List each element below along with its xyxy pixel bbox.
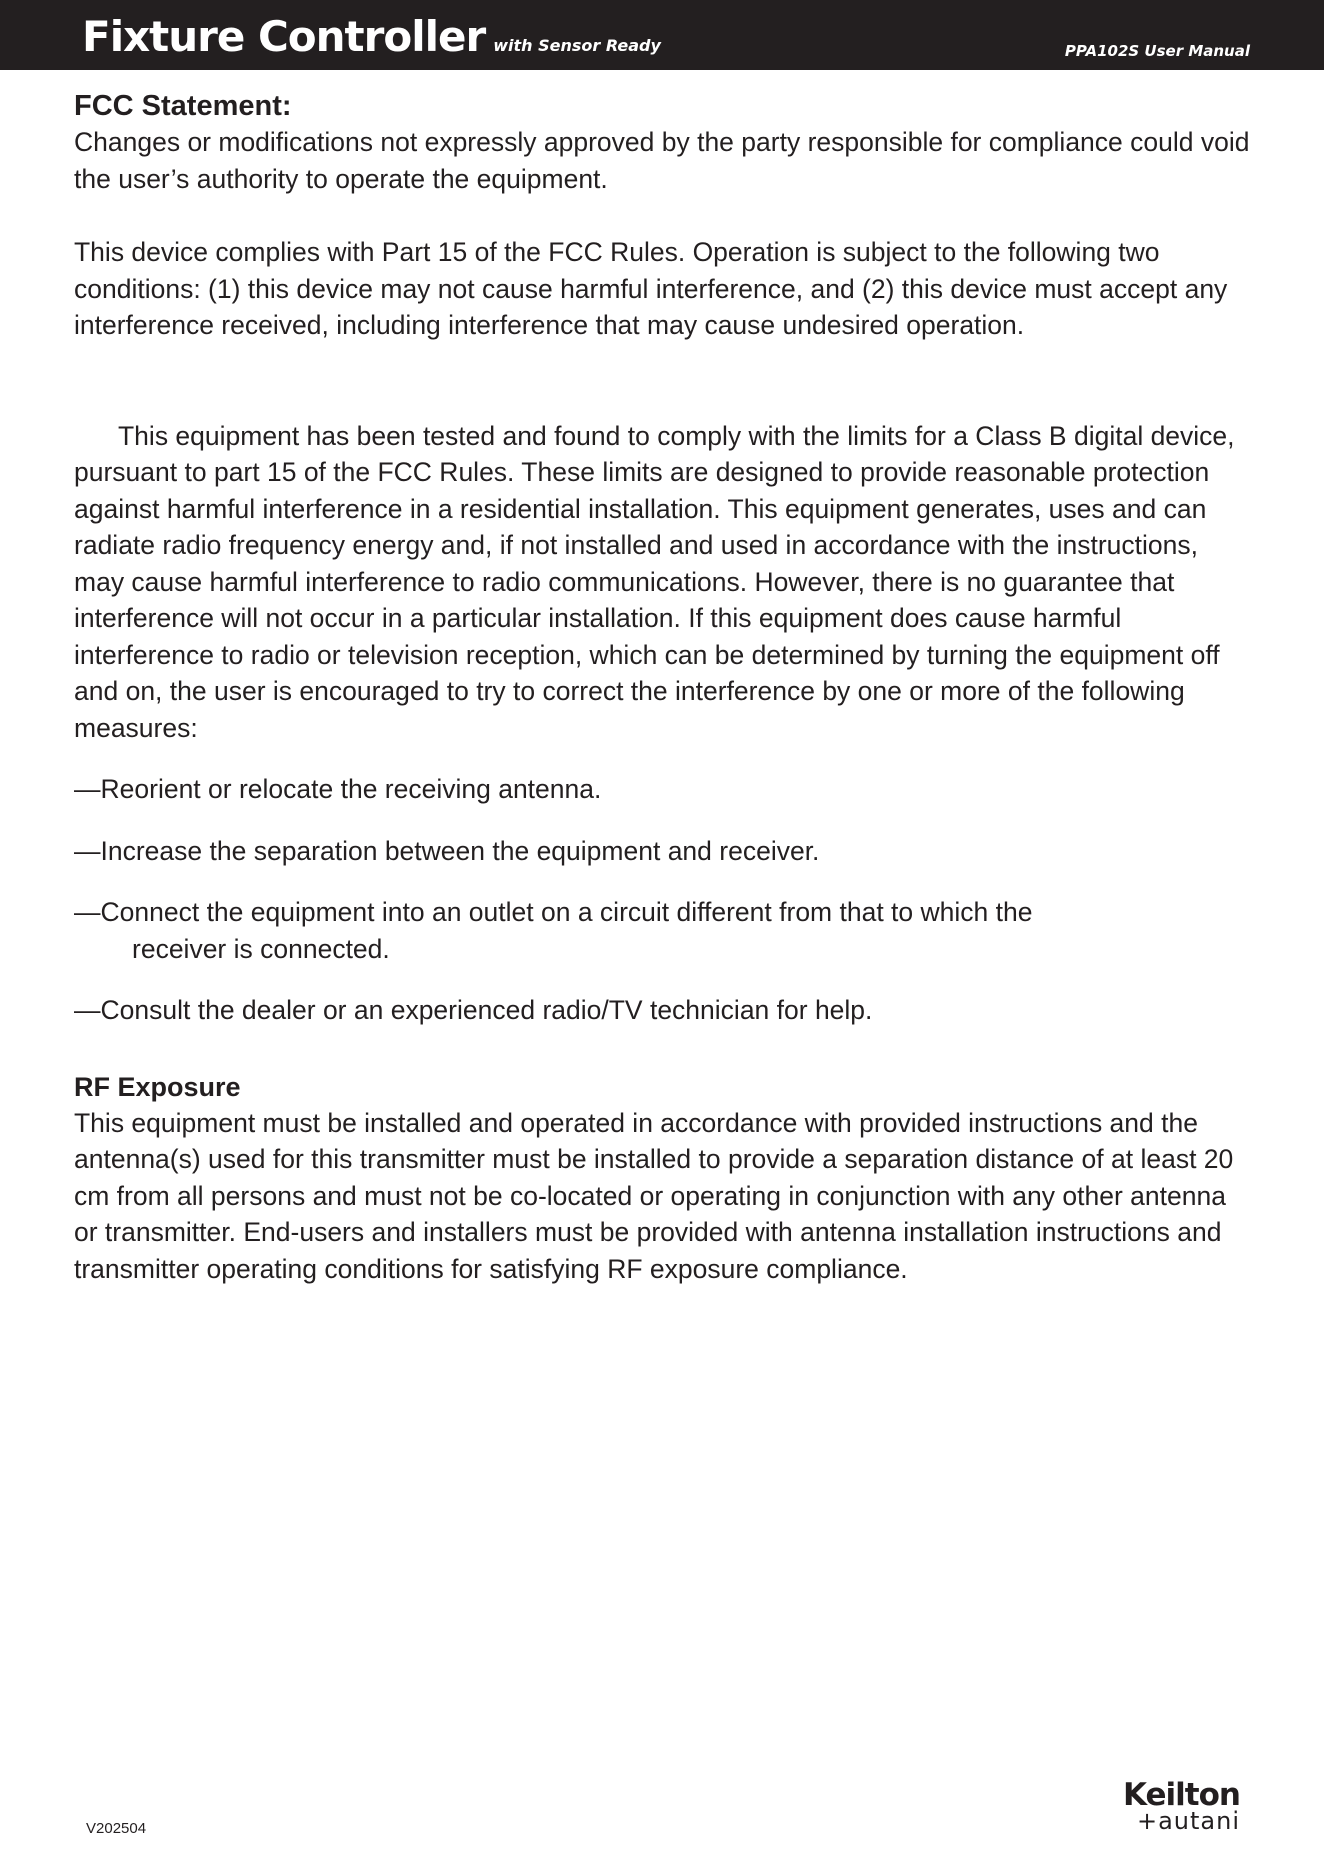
fcc-measure-1: —Reorient or relocate the receiving antenna. <box>74 774 602 804</box>
rf-heading: RF Exposure <box>74 1071 241 1102</box>
fcc-heading: FCC Statement: <box>74 90 292 122</box>
fcc-paragraph-2: This device complies with Part 15 of the FCC Rules. Operation is subject to the following two conditions: (1) this device may not cause harmful interference, and (2) this device must accept any interference received, including interference that may cause undesired operation. <box>74 237 1228 340</box>
fcc-measure-3-line-2: receiver is connected. <box>132 933 390 964</box>
header-bar <box>0 0 1324 70</box>
fcc-measure-3-line-1: —Connect the equipment into an outlet on a circuit different from that to which the <box>74 897 1033 927</box>
brand-logo <box>1123 1777 1240 1835</box>
document-title <box>82 12 661 61</box>
manual-label: PPA102S User Manual <box>1064 42 1250 60</box>
fcc-measure-4: —Consult the dealer or an experienced radio/TV technician for help. <box>74 995 873 1025</box>
fcc-paragraph-1: Changes or modifications not expressly approved by the party responsible for compliance could void the user’s authority to operate the equipment. <box>74 127 1250 194</box>
logo-line-1: Keilton <box>1123 1777 1240 1813</box>
rf-paragraph: This equipment must be installed and operated in accordance with provided instructions and the antenna(s) used for this transmitter must be installed to provide a separation distance of at least 20 cm from all persons and must not be co-located or operating in conjunction with any other antenna or transmitter. End-users and installers must be provided with antenna installation instructions and transmitter operating conditions for satisfying RF exposure compliance. <box>74 1107 1234 1284</box>
logo-line-2: +autani <box>1136 1807 1240 1835</box>
document-subtitle: with Sensor Ready <box>493 36 661 55</box>
page-content <box>74 88 1254 1287</box>
fcc-measure-2: —Increase the separation between the equipment and receiver. <box>74 835 820 866</box>
fcc-measure-3 <box>74 894 1254 967</box>
fcc-paragraph-3: This equipment has been tested and found to comply with the limits for a Class B digital device, pursuant to part 15 of the FCC Rules. These limits are designed to provide reasonable protection against harmful interference in a residential installation. This equipment generates, uses and can radiate radio frequency energy and, if not installed and used in accordance with the instructions, may cause harmful interference to radio communications. However, there is no guarantee that interference will not occur in a particular installation. If this equipment does cause harmful interference to radio or television reception, which can be determined by turning the equipment off and on, the user is encouraged to try to correct the interference by one or more of the following measures: <box>74 420 1235 743</box>
version-label: V202504 <box>86 1820 147 1837</box>
document-title-text: Fixture Controller <box>82 12 486 61</box>
